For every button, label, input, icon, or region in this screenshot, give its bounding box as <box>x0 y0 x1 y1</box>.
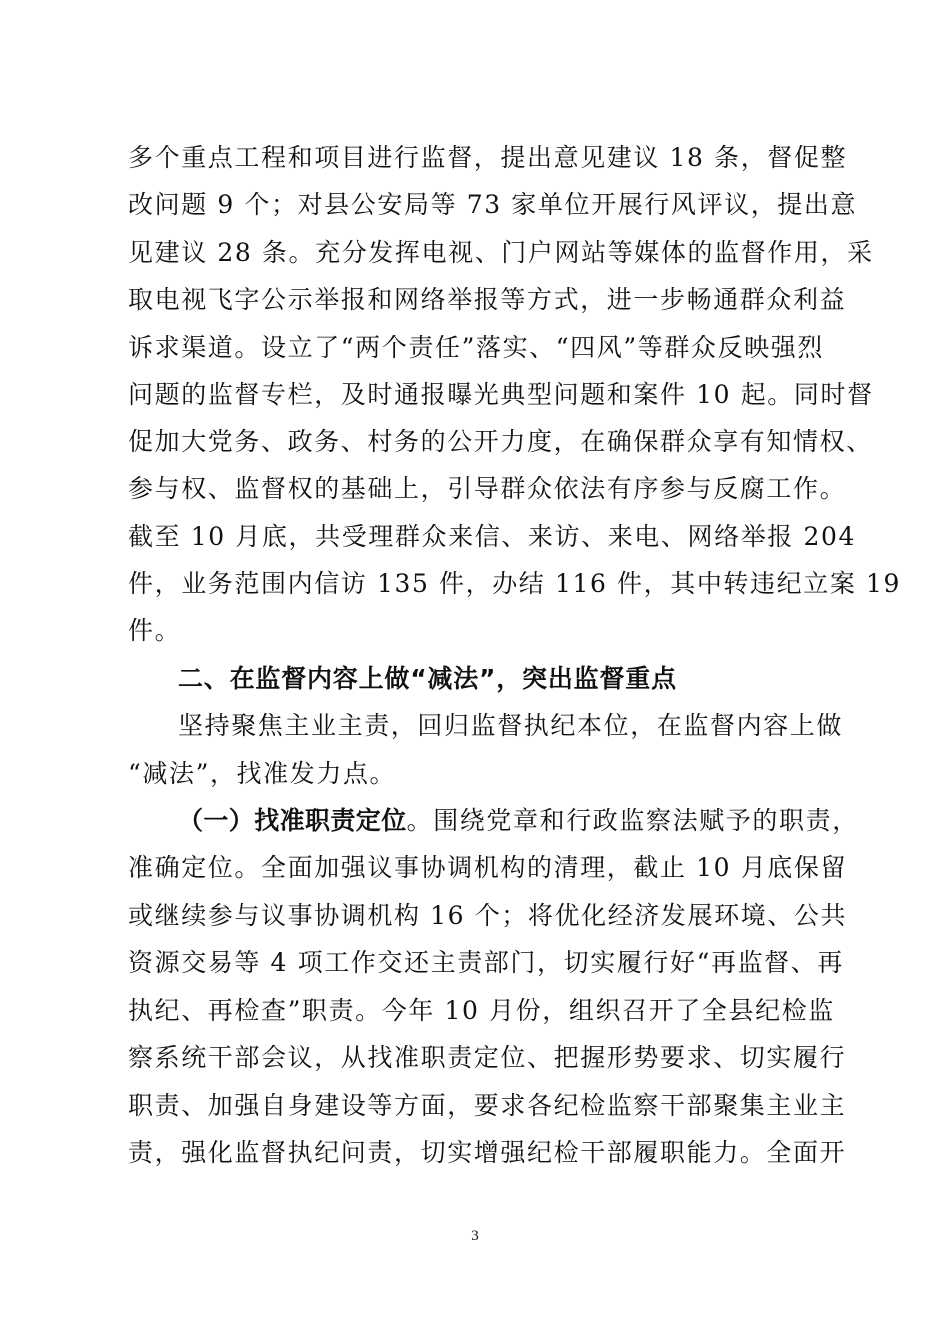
page-number: 3 <box>471 1228 479 1244</box>
body-text-line: 见建议 28 条。充分发挥电视、门户网站等媒体的监督作用，采 <box>128 238 874 267</box>
section-heading: 二、在监督内容上做“减法”，突出监督重点 <box>178 664 677 693</box>
body-text-line: 问题的监督专栏，及时通报曝光典型问题和案件 10 起。同时督 <box>128 380 874 409</box>
body-text-line: 多个重点工程和项目进行监督，提出意见建议 18 条，督促整 <box>128 143 848 172</box>
body-text-line: 责，强化监督执纪问责，切实增强纪检干部履职能力。全面开 <box>128 1138 847 1167</box>
body-text-line: 执纪、再检查”职责。今年 10 月份，组织召开了全县纪检监 <box>128 996 835 1025</box>
body-text-line: 准确定位。全面加强议事协调机构的清理，截止 10 月底保留 <box>128 853 848 882</box>
section-intro-line: 坚持聚焦主业主责，回归监督执纪本位，在监督内容上做 <box>178 711 844 740</box>
section-intro-line: “减法”，找准发力点。 <box>128 759 397 788</box>
body-text-line: 或继续参与议事协调机构 16 个；将优化经济发展环境、公共 <box>128 901 848 930</box>
body-text-line: 件。 <box>128 616 182 645</box>
body-text-line: 取电视飞字公示举报和网络举报等方式，进一步畅通群众利益 <box>128 285 847 314</box>
body-text-line: 察系统干部会议，从找准职责定位、把握形势要求、切实履行 <box>128 1043 847 1072</box>
body-text-line: 截至 10 月底，共受理群众来信、来访、来电、网络举报 204 <box>128 522 856 551</box>
body-text-line: 资源交易等 4 项工作交还主责部门，切实履行好“再监督、再 <box>128 948 844 977</box>
body-text-line: 促加大党务、政务、村务的公开力度，在确保群众享有知情权、 <box>128 427 873 456</box>
subsection-title: （一）找准职责定位 <box>178 806 407 835</box>
subsection-first-line <box>178 801 878 841</box>
body-text-line: 件，业务范围内信访 135 件，办结 116 件，其中转违纪立案 19 <box>128 569 901 598</box>
subsection-first-line-text: 。围绕党章和行政监察法赋予的职责， <box>406 806 859 835</box>
body-text-line: 诉求渠道。设立了“两个责任”落实、“四风”等群众反映强烈 <box>128 333 824 362</box>
body-text-line: 改问题 9 个；对县公安局等 73 家单位开展行风评议，提出意 <box>128 190 858 219</box>
body-text-line: 参与权、监督权的基础上，引导群众依法有序参与反腐工作。 <box>128 474 847 503</box>
body-text-line: 职责、加强自身建设等方面，要求各纪检监察干部聚集主业主 <box>128 1091 847 1120</box>
